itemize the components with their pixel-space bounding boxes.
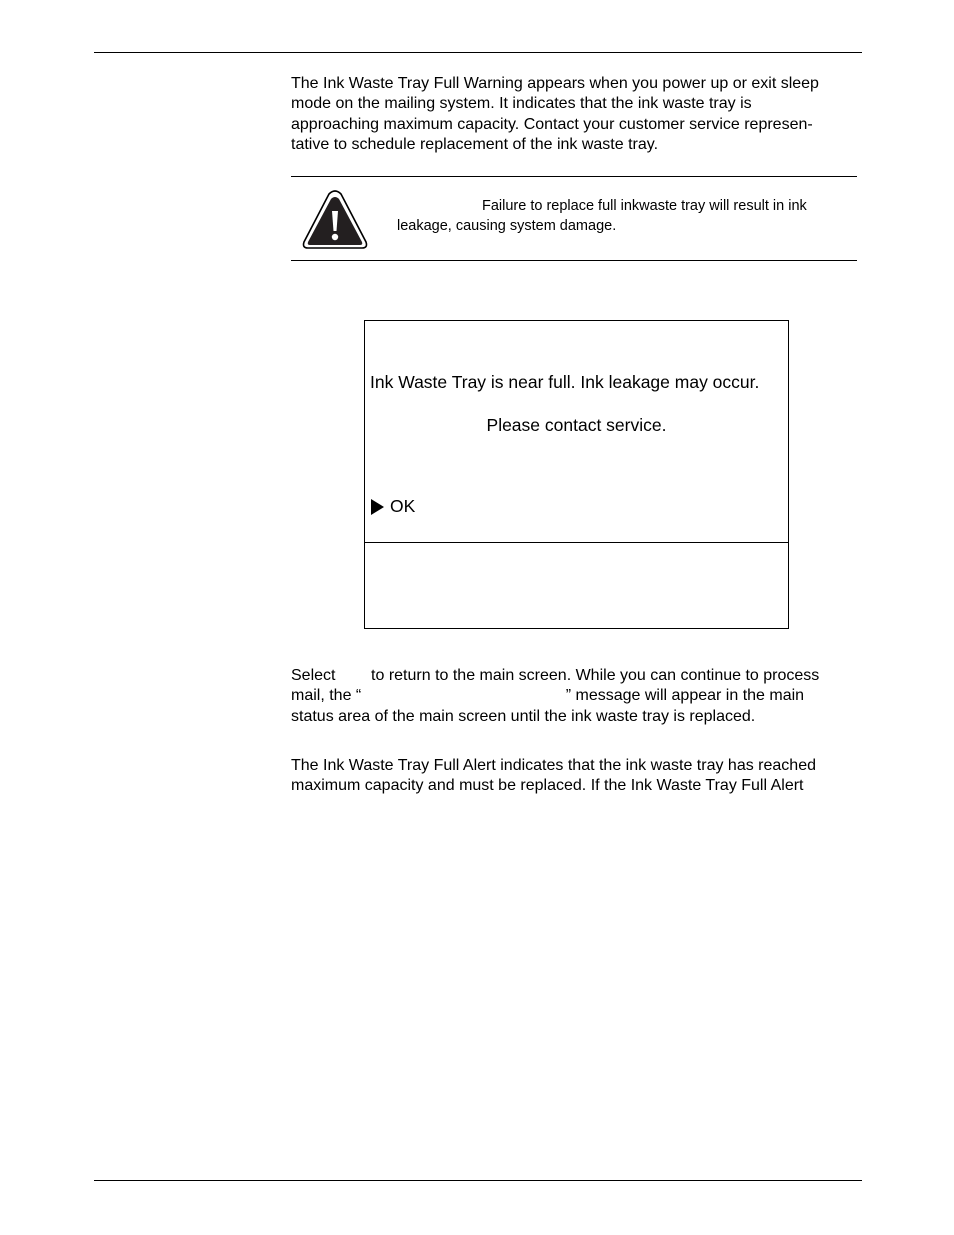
screen-divider bbox=[365, 542, 788, 543]
footer-rule bbox=[94, 1180, 862, 1181]
ok-label: OK bbox=[390, 496, 416, 516]
warning-line: Failure to replace full inkwaste tray will result in ink bbox=[482, 198, 807, 214]
intro-line: approaching maximum capacity. Contact your customer service represen- bbox=[291, 115, 813, 133]
intro-line: The Ink Waste Tray Full Warning appears when you power up or exit sleep bbox=[291, 75, 819, 92]
select-line: status area of the main screen until the ink waste tray is replaced. bbox=[291, 707, 756, 725]
ok-option[interactable] bbox=[371, 496, 415, 517]
warning-box bbox=[291, 176, 857, 261]
alert-line: maximum capacity and must be replaced. If the Ink Waste Tray Full Alert bbox=[291, 777, 804, 795]
header-rule bbox=[94, 52, 862, 53]
select-line: mail, the “ ” message will appear in the main bbox=[291, 687, 805, 705]
select-line: Select to return to the main screen. While you can continue to process bbox=[291, 667, 820, 684]
warning-text bbox=[397, 197, 857, 236]
intro-paragraph bbox=[291, 74, 857, 155]
warning-triangle-icon bbox=[302, 190, 368, 250]
screen-instruction: Please contact service. bbox=[486, 415, 667, 435]
triangle-right-icon bbox=[371, 499, 384, 515]
screen-message: Ink Waste Tray is near full. Ink leakage may occur. bbox=[370, 372, 760, 392]
intro-line: tative to schedule replacement of the ink waste tray. bbox=[291, 135, 659, 153]
display-screen bbox=[364, 320, 789, 629]
select-paragraph bbox=[291, 666, 857, 727]
alert-paragraph bbox=[291, 756, 857, 797]
alert-line: The Ink Waste Tray Full Alert indicates that the ink waste tray has reached bbox=[291, 757, 816, 774]
intro-line: mode on the mailing system. It indicates that the ink waste tray is bbox=[291, 95, 752, 113]
warning-line: leakage, causing system damage. bbox=[397, 217, 617, 234]
